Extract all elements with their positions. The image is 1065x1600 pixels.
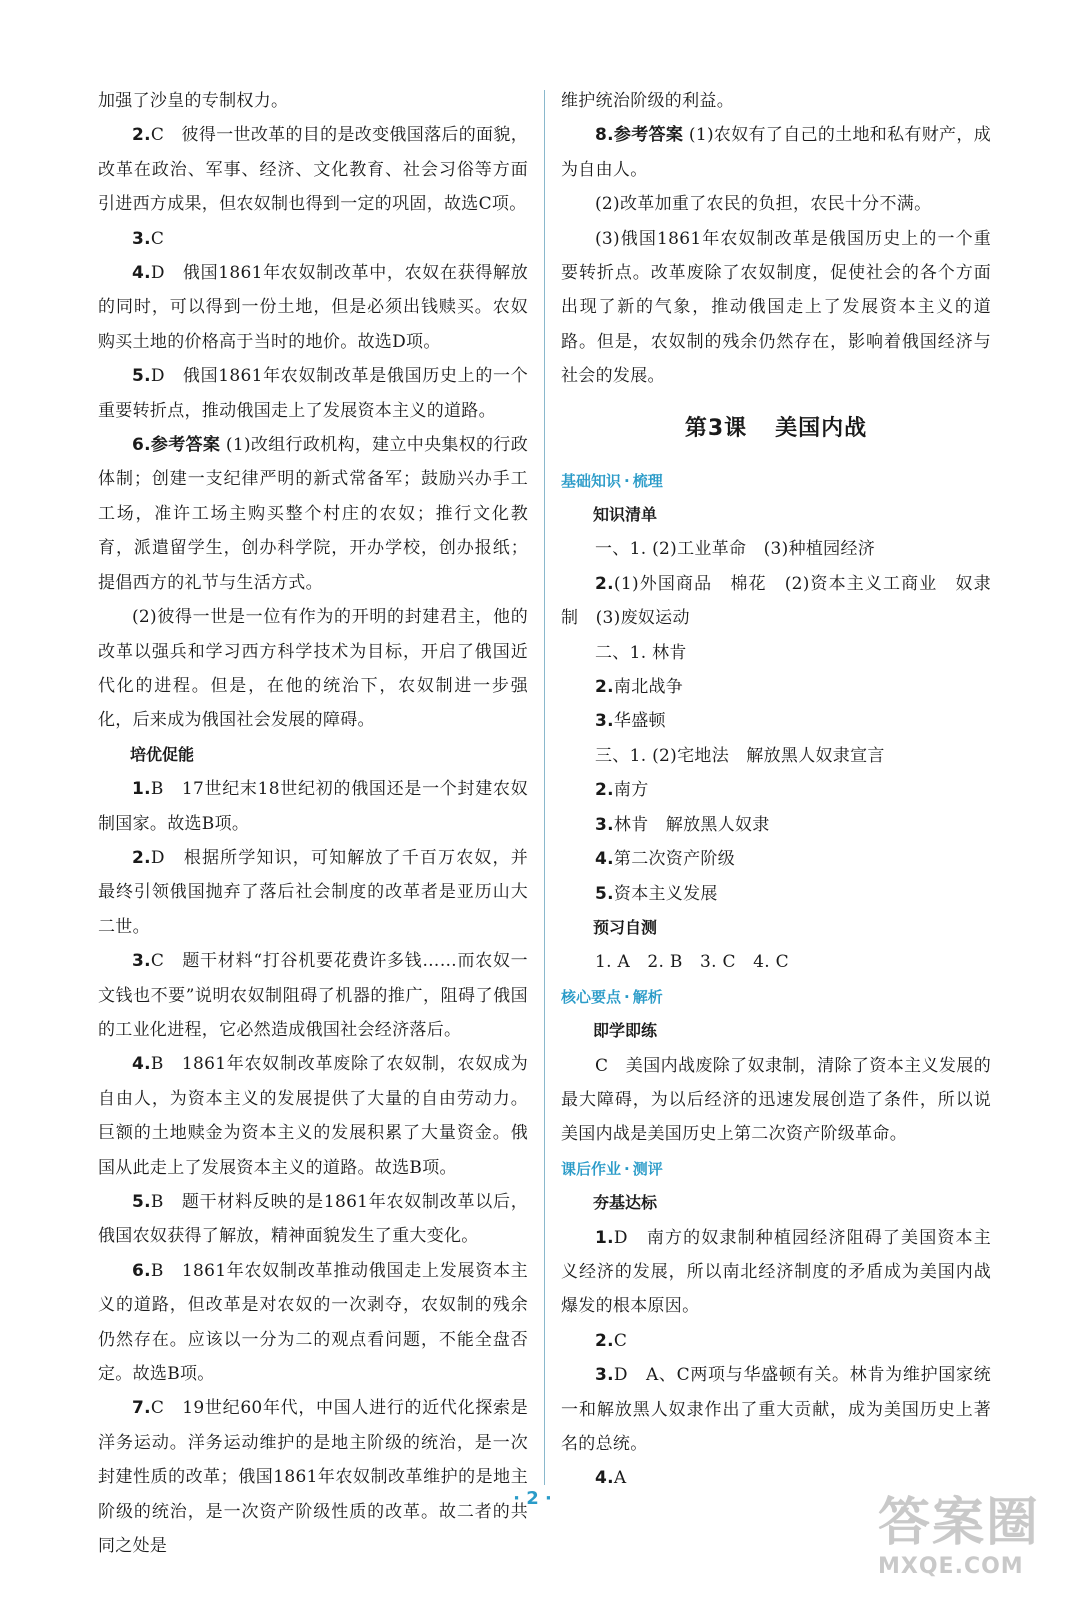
answer-item: [98, 1185, 528, 1254]
answer-number: 5.: [132, 366, 151, 387]
answer-text: D 根据所学知识，可知解放了千百万农奴，并最终引领俄国抛弃了落后社会制度的改革者是亚历山大二世。: [98, 847, 528, 937]
paragraph: [561, 222, 991, 394]
watermark-url: MXQE.COM: [878, 1554, 1024, 1579]
paragraph: [561, 739, 991, 773]
answer-number: 2.: [132, 847, 151, 868]
answer-text: 林肯 解放黑人奴隶: [613, 814, 770, 835]
lesson-number: 第3课: [684, 415, 748, 441]
answer-text: 南方: [613, 780, 649, 801]
answer-item: [561, 773, 991, 807]
answer-number: 1.: [595, 1227, 614, 1248]
paragraph: [561, 1049, 991, 1152]
subheading: 即学即练: [593, 1021, 658, 1041]
paragraph: [98, 600, 528, 738]
section-heading-dot: ·: [624, 471, 630, 490]
answer-text: 一、1. (2)工业革命 (3)种植园经济: [595, 539, 876, 560]
left-column: [98, 84, 528, 1563]
answer-number: 4.: [132, 1054, 151, 1075]
answer-number: 4.: [595, 1468, 614, 1489]
answer-number: 5.: [132, 1192, 151, 1212]
answer-text: (1)农奴有了自己的土地和私有财产，成为自由人。: [561, 125, 991, 180]
section-heading-main: 基础知识: [561, 471, 622, 490]
answer-text: 华盛顿: [613, 711, 666, 732]
answer-text: D 俄国1861年农奴制改革中，农奴在获得解放的同时，可以得到一份土地，但是必须出钱赎买。农奴购买土地的价格高于当时的地价。故选D项。: [98, 263, 528, 352]
section-heading-sub: 梳理: [632, 471, 663, 490]
answer-item: [561, 1221, 991, 1324]
answer-text: (2)改革加重了农民的负担，农民十分不满。: [595, 194, 932, 215]
answer-text: 加强了沙皇的专制权力。: [98, 91, 289, 111]
subheading: 培优促能: [130, 744, 195, 764]
answer-text: B 1861年农奴制改革废除了农奴制，农奴成为自由人，为资本主义的发展提供了大量的自由劳动力。巨额的土地赎金为资本主义的发展积累了大量资金。俄国从此走上了发展资本主义的道路。故选B项。: [98, 1054, 528, 1178]
answer-text: 南北战争: [613, 677, 684, 698]
section-heading: [561, 1152, 991, 1186]
answer-number: 3.: [132, 228, 151, 249]
answer-number: 2.: [595, 573, 614, 594]
paragraph: [98, 84, 528, 118]
watermark-text: 答案圈: [878, 1493, 1041, 1553]
answer-text: C: [613, 1330, 628, 1351]
answer-number: 3.: [132, 951, 151, 972]
section-heading-dot: ·: [624, 1159, 630, 1178]
answer-item: [98, 1391, 528, 1563]
right-column: [561, 84, 991, 1496]
answer-number: 2.: [595, 1330, 614, 1351]
answer-number: 2.: [595, 780, 614, 801]
answer-text: C 美国内战废除了奴隶制，清除了资本主义发展的最大障碍，为以后经济的迅速发展创造了条件，所以说美国内战是美国历史上第二次资产阶级革命。: [561, 1055, 991, 1145]
answer-text: A: [613, 1468, 627, 1489]
answer-number: 6.: [132, 1260, 151, 1281]
subheading: 夯基达标: [593, 1193, 658, 1213]
paragraph: [561, 532, 991, 566]
answer-text: 资本主义发展: [613, 883, 718, 904]
answer-text: C: [150, 228, 165, 249]
answer-item: [98, 428, 528, 600]
answer-text: B 1861年农奴制改革推动俄国走上发展资本主义的道路，但改革是对农奴的一次剥夺，农奴制的残余仍然存在。应该以一分为二的观点看问题，不能全盘否定。故选B项。: [98, 1260, 528, 1385]
answer-text: (3)俄国1861年农奴制改革是俄国历史上的一个重要转折点。改革废除了农奴制度，促使社会的各个方面出现了新的气象，推动俄国走上了发展资本主义的道路。但是，农奴制的残余仍然存在，影响着俄国经济与社会的发展。: [561, 228, 991, 387]
subheading: 预习自测: [593, 917, 658, 937]
lesson-title: [561, 394, 991, 464]
answer-item: [98, 1254, 528, 1392]
answer-number: 7.: [132, 1398, 151, 1419]
answer-text: 二、1. 林肯: [595, 642, 687, 663]
answer-text: 第二次资产阶级: [613, 849, 735, 870]
page-number: · 2 ·: [513, 1488, 552, 1509]
answer-number: 4.: [595, 849, 614, 870]
answer-number: 5.: [595, 883, 614, 904]
section-heading-main: 核心要点: [561, 987, 622, 1006]
answer-text: 1. A 2. B 3. C 4. C: [595, 952, 789, 973]
answer-item: [98, 1047, 528, 1185]
answer-label: 参考答案: [150, 435, 221, 456]
answer-item: [561, 118, 991, 187]
answer-text: (1)改组行政机构，建立中央集权的行政体制；创建一支纪律严明的新式常备军；鼓励兴办手工工场，准许工场主购买整个村庄的农奴；推行文化教育，派遣留学生，创办科学院，开办学校，创办报纸；提倡西方的礼节与生活方式。: [98, 435, 528, 593]
answer-text: 维护统治阶级的利益。: [561, 91, 734, 111]
answer-label: 参考答案: [613, 125, 684, 146]
paragraph: [561, 636, 991, 670]
answer-item: [561, 1358, 991, 1461]
paragraph: [561, 84, 991, 118]
answer-item: [98, 359, 528, 428]
answer-text: D 俄国1861年农奴制改革是俄国历史上的一个重要转折点，推动俄国走上了发展资本主义的道路。: [98, 366, 528, 421]
answer-item: [98, 256, 528, 359]
section-heading-sub: 解析: [632, 987, 663, 1006]
answer-text: B 题干材料反映的是1861年农奴制改革以后，俄国农奴获得了解放，精神面貌发生了重大变化。: [98, 1192, 528, 1247]
answer-number: 8.: [595, 125, 614, 146]
answer-number: 1.: [132, 779, 151, 800]
section-heading-sub: 测评: [632, 1159, 663, 1178]
answer-text: (1)外国商品 棉花 (2)资本主义工商业 奴隶制 (3)废奴运动: [561, 573, 991, 629]
answer-text: C 彼得一世改革的目的是改变俄国落后的面貌，改革在政治、军事、经济、文化教育、社会习俗等方面引进西方成果，但农奴制也得到一定的巩固，故选C项。: [98, 125, 528, 215]
answer-text: B 17世纪末18世纪初的俄国还是一个封建农奴制国家。故选B项。: [98, 779, 528, 834]
answer-number: 3.: [595, 711, 614, 732]
answer-number: 6.: [132, 435, 151, 456]
answer-text: D A、C两项与华盛顿有关。林肯为维护国家统一和解放黑人奴隶作出了重大贡献，成为美国历史上著名的总统。: [561, 1365, 991, 1454]
answer-number: 3.: [595, 814, 614, 835]
answer-number: 3.: [595, 1365, 614, 1386]
paragraph: [561, 945, 991, 979]
answer-item: [561, 567, 991, 636]
section-heading-dot: ·: [624, 987, 630, 1006]
answer-number: 2.: [132, 125, 151, 146]
answer-item: [98, 841, 528, 944]
answer-item: [561, 704, 991, 738]
answer-item: [98, 222, 528, 256]
answer-text: 三、1. (2)宅地法 解放黑人奴隶宣言: [595, 745, 885, 766]
answer-item: [561, 877, 991, 911]
answer-item: [561, 842, 991, 876]
paragraph: [561, 187, 991, 221]
answer-text: C 题干材料“打谷机要花费许多钱……而农奴一文钱也不要”说明农奴制阻碍了机器的推广，阻碍了俄国的工业化进程，它必然造成俄国社会经济落后。: [98, 951, 528, 1040]
answer-item: [561, 808, 991, 842]
lesson-name: 美国内战: [775, 415, 868, 441]
answer-text: (2)彼得一世是一位有作为的开明的封建君主，他的改革以强兵和学习西方科学技术为目标，开启了俄国近代化的进程。但是，在他的统治下，农奴制进一步强化，后来成为俄国社会发展的障碍。: [98, 607, 528, 731]
watermark-logo: [878, 1492, 1058, 1596]
section-heading: [561, 980, 991, 1014]
answer-item: [98, 118, 528, 221]
answer-item: [561, 670, 991, 704]
answer-text: C 19世纪60年代，中国人进行的近代化探索是洋务运动。洋务运动维护的是地主阶级的统治，是一次封建性质的改革；俄国1861年农奴制改革维护的是地主阶级的统治，是一次资产阶级性质的改革。故二者的共同之处是: [98, 1398, 528, 1557]
section-heading: [561, 464, 991, 498]
subheading: 知识清单: [593, 505, 658, 525]
answer-number: 4.: [132, 263, 151, 284]
answer-item: [98, 944, 528, 1047]
answer-item: [561, 1324, 991, 1358]
answer-text: D 南方的奴隶制种植园经济阻碍了美国资本主义经济的发展，所以南北经济制度的矛盾成为美国内战爆发的根本原因。: [561, 1227, 991, 1317]
answer-number: 2.: [595, 677, 614, 698]
answer-item: [98, 772, 528, 841]
column-divider: [544, 90, 545, 1485]
section-heading-main: 课后作业: [561, 1159, 622, 1178]
